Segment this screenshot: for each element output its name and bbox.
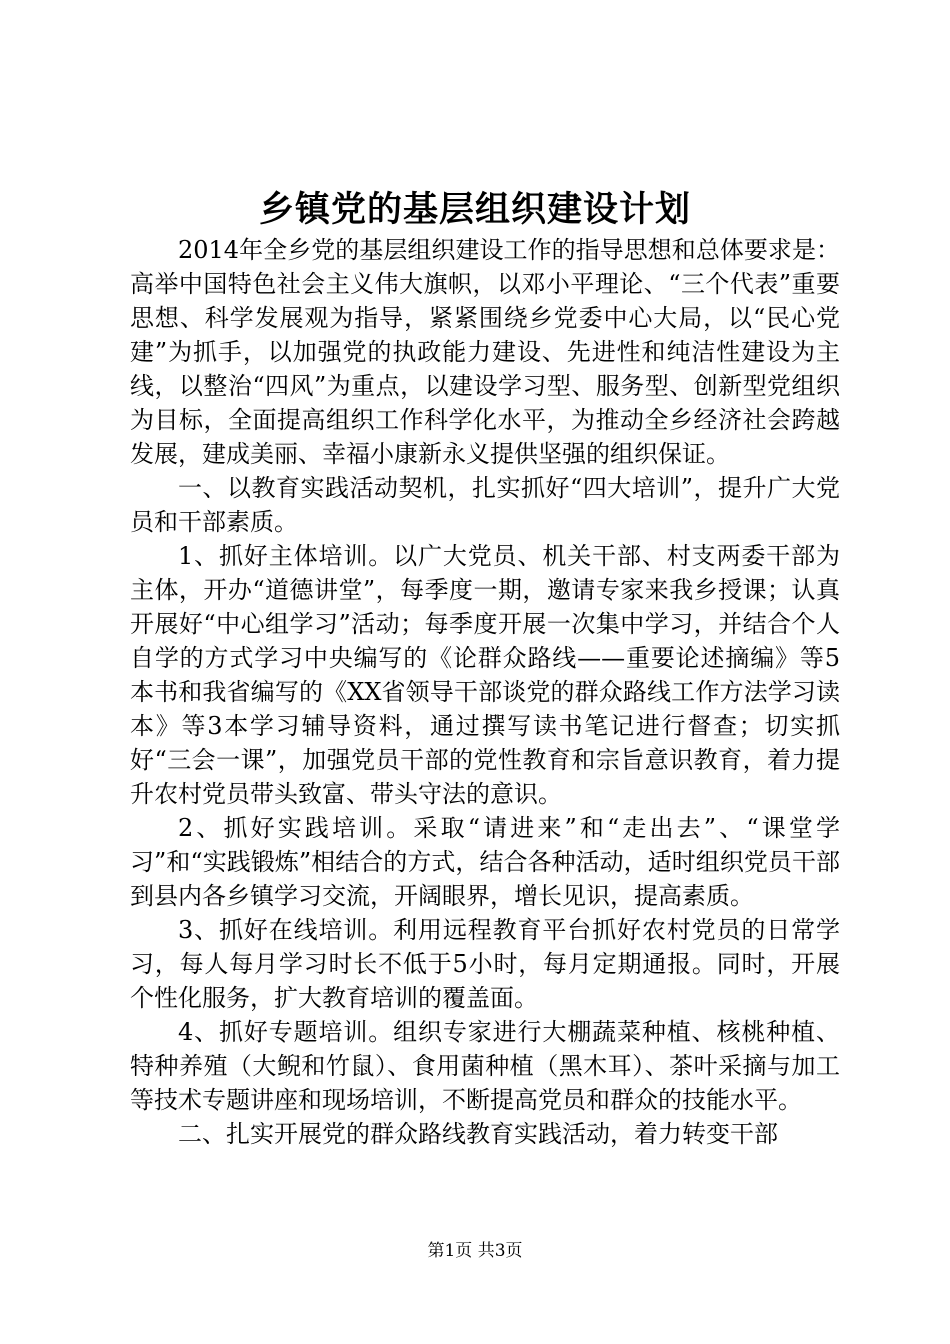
document-title: 乡镇党的基层组织建设计划: [258, 189, 691, 230]
section-heading-1: 一、以教育实践活动契机，扎实抓好“四大培训”，提升广大党员和干部素质。: [130, 474, 840, 536]
paragraph-online-training: 3、抓好在线培训。利用远程教育平台抓好农村党员的日常学习，每人每月学习时长不低于5小时，每月定期通报。同时，开展个性化服务，扩大教育培训的覆盖面。: [130, 916, 840, 1012]
paragraph-special-training: 4、抓好专题培训。组织专家进行大棚蔬菜种植、核桃种植、特种养殖（大鲵和竹鼠）、食用菌种植（黑木耳）、茶叶采摘与加工等技术专题讲座和现场培训，不断提高党员和群众的技能水平。: [130, 1018, 840, 1114]
paragraph-guiding-principles: 2014年全乡党的基层组织建设工作的指导思想和总体要求是：高举中国特色社会主义伟大旗帜，以邓小平理论、“三个代表”重要思想、科学发展观为指导，紧紧围绕乡党委中心大局，以“民心党建”为抓手，以加强党的执政能力建设、先进性和纯洁性建设为主线，以整治“四风”为重点，以建设学习型、服务型、创新型党组织为目标，全面提高组织工作科学化水平，为推动全乡经济社会跨越发展，建成美丽、幸福小康新永义提供坚强的组织保证。: [130, 236, 840, 468]
document-body: [130, 233, 840, 1151]
paragraph-main-training: 1、抓好主体培训。以广大党员、机关干部、村支两委干部为主体，开办“道德讲堂”，每季度一期，邀请专家来我乡授课；认真开展好“中心组学习”活动；每季度开展一次集中学习，并结合个人自学的方式学习中央编写的《论群众路线——重要论述摘编》等5本书和我省编写的《XX省领导干部谈党的群众路线工作方法学习读本》等3本学习辅导资料，通过撰写读书笔记进行督查；切实抓好“三会一课”，加强党员干部的党性教育和宗旨意识教育，着力提升农村党员带头致富、带头守法的意识。: [130, 542, 840, 808]
paragraph-practice-training: 2、抓好实践培训。采取“请进来”和“走出去”、“课堂学习”和“实践锻炼”相结合的方式，结合各种活动，适时组织党员干部到县内各乡镇学习交流，开阔眼界，增长见识，提高素质。: [130, 814, 840, 910]
page-number-footer: 第1页 共3页: [427, 1241, 523, 1261]
section-heading-2: 二、扎实开展党的群众路线教育实践活动，着力转变干部: [178, 1120, 778, 1148]
